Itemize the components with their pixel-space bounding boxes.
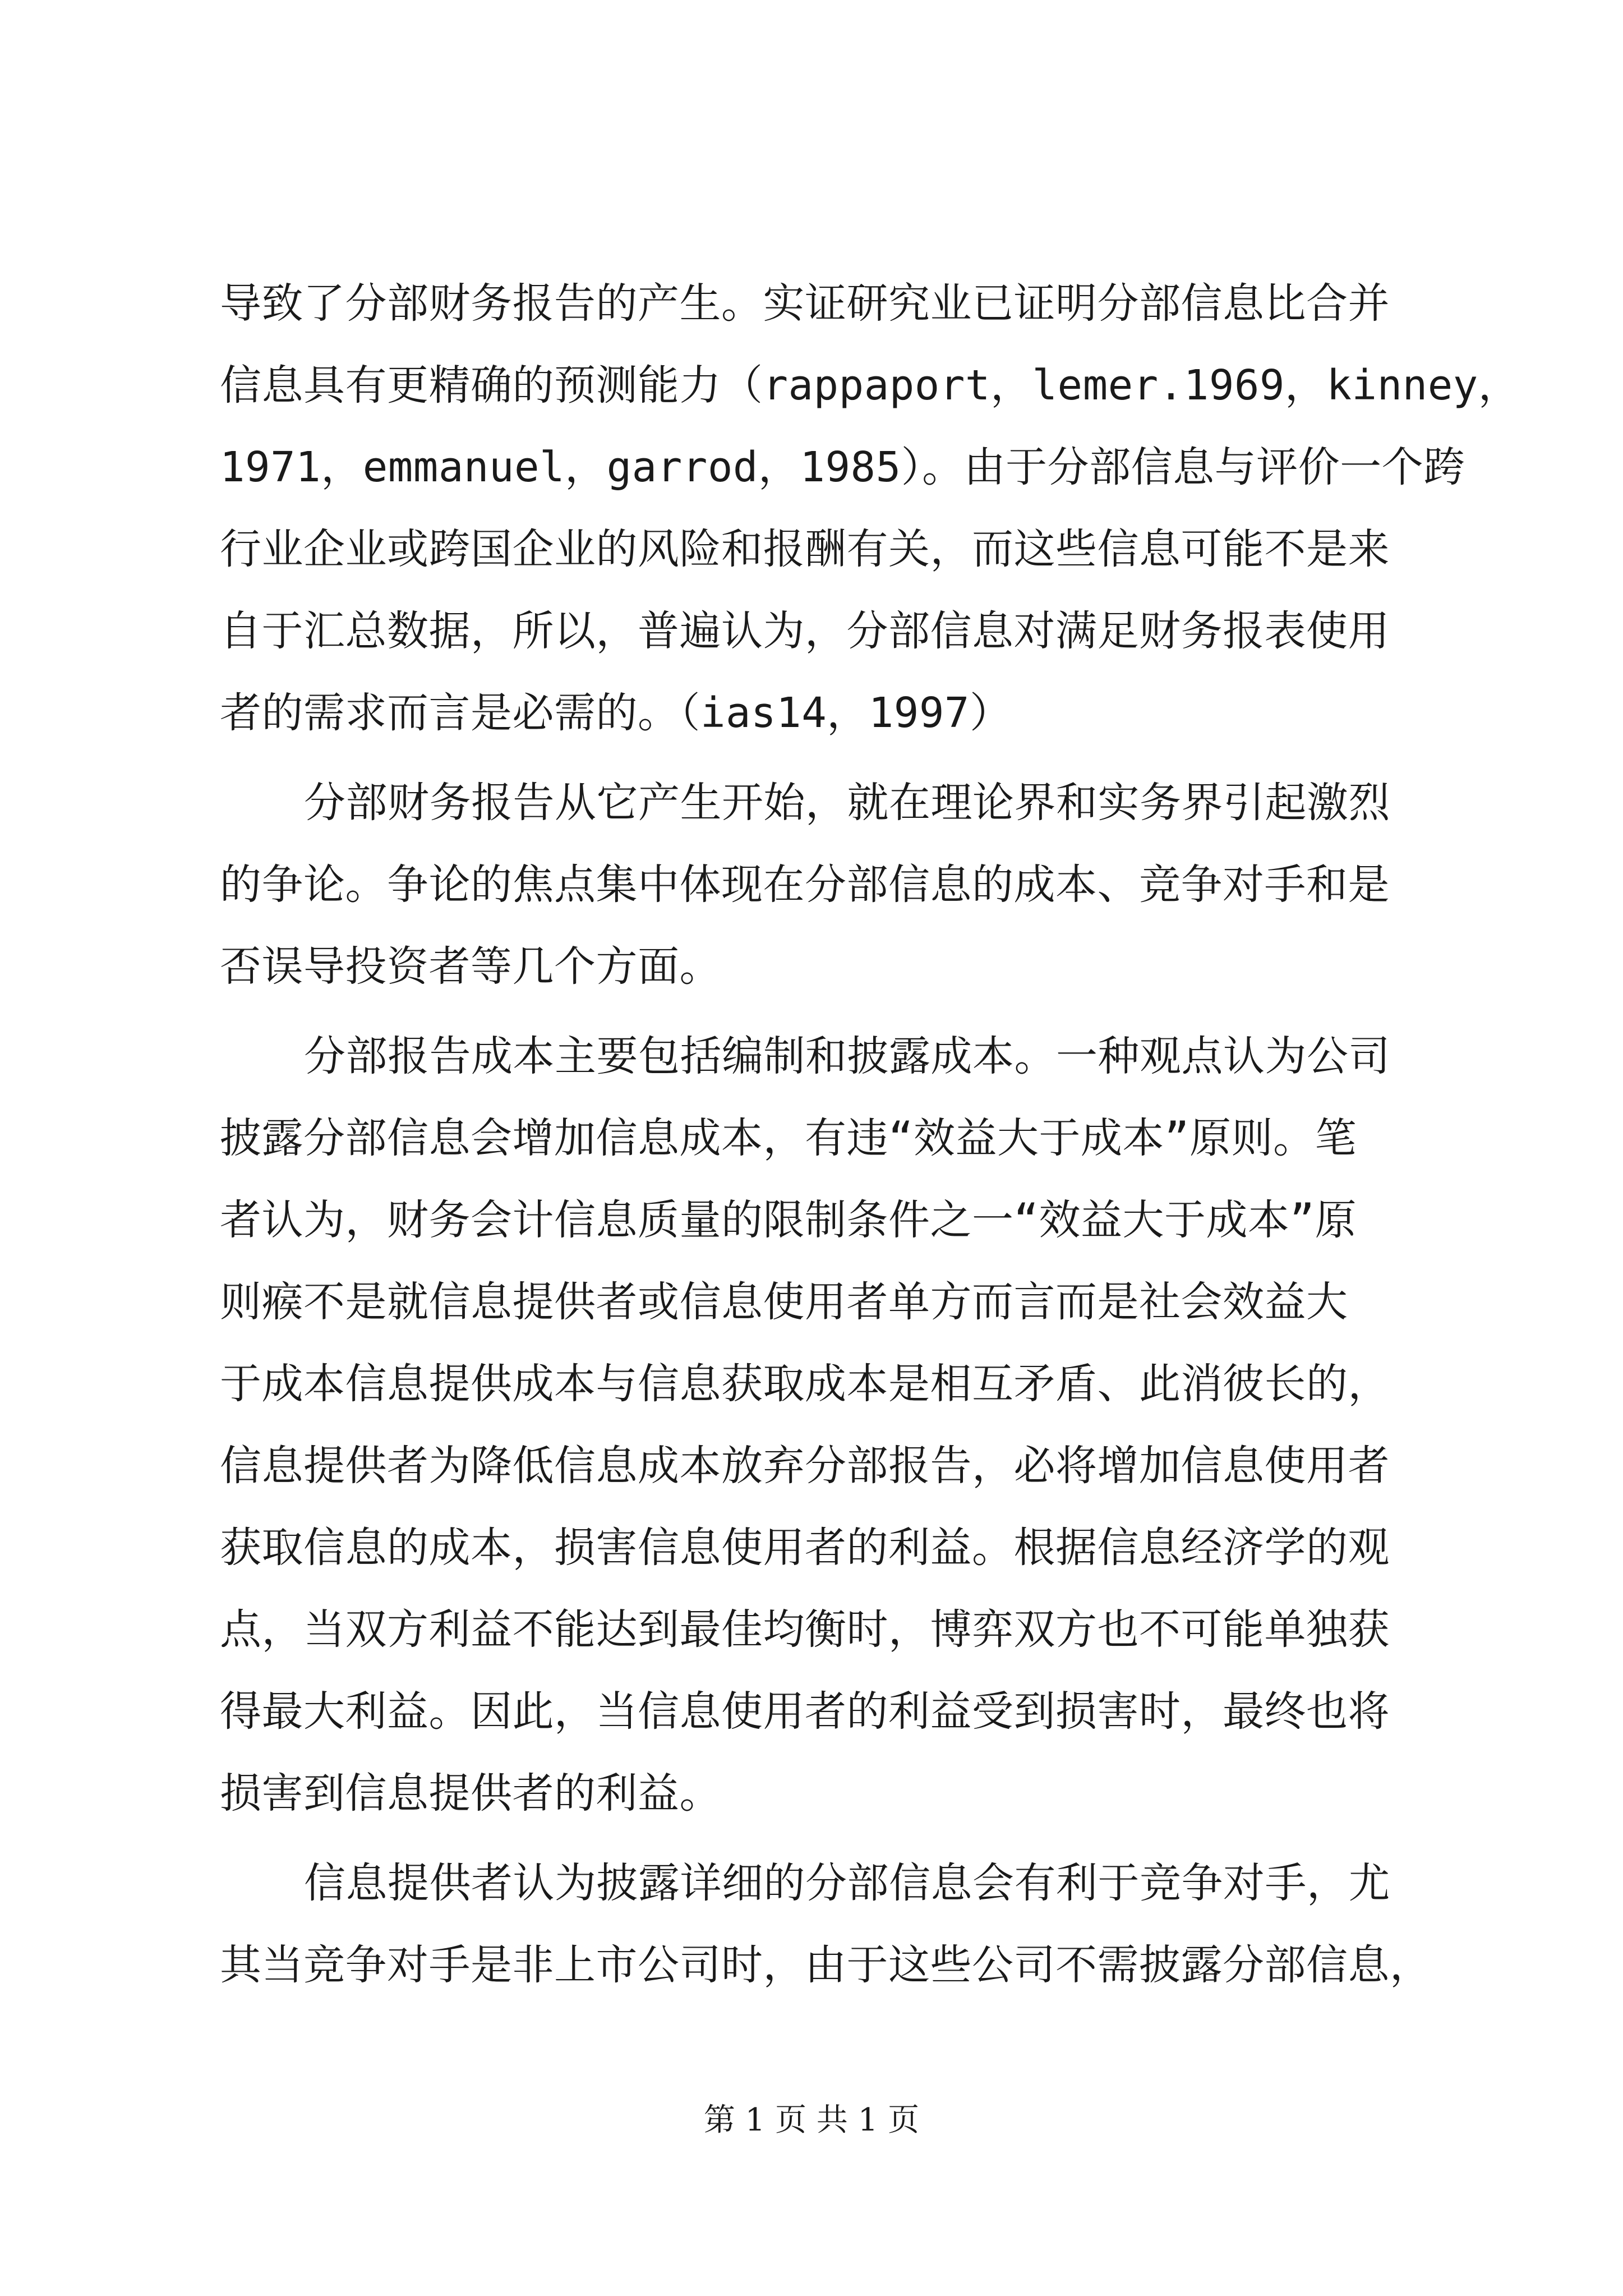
- text-line: 获取信息的成本，损害信息使用者的利益。根据信息经济学的观: [220, 1524, 1390, 1572]
- text-line: 行业企业或跨国企业的风险和报酬有关，而这些信息可能不是来: [220, 525, 1390, 573]
- text-line: 信息提供者为降低信息成本放弃分部报告，必将增加信息使用者: [220, 1442, 1390, 1490]
- document-body: [220, 263, 1520, 2006]
- page-footer: 第 1 页 共 1 页: [703, 2102, 920, 2138]
- text-line: 披露分部信息会增加信息成本，有违“效益大于成本”原则。笔: [220, 1114, 1357, 1162]
- text-line: 者认为，财务会计信息质量的限制条件之一“效益大于成本”原: [220, 1196, 1357, 1244]
- text-line: 1971，emmanuel，garrod，1985）。由于分部信息与评价一个跨: [220, 443, 1465, 491]
- text-line: 于成本信息提供成本与信息获取成本是相互矛盾、此消彼长的，: [220, 1360, 1390, 1408]
- text-line: 点，当双方利益不能达到最佳均衡时，博弈双方也不可能单独获: [220, 1605, 1390, 1654]
- text-line: 的争论。争论的焦点集中体现在分部信息的成本、竞争对手和是: [220, 861, 1390, 909]
- text-line: 自于汇总数据，所以，普遍认为，分部信息对满足财务报表使用: [220, 607, 1390, 655]
- text-line: 否误导投资者等几个方面。: [220, 942, 721, 991]
- paragraph-start-line: 分部报告成本主要包括编制和披露成本。一种观点认为公司: [304, 1032, 1390, 1080]
- text-line: 信息具有更精确的预测能力（rappaport，lemer.1969，kinney，: [220, 361, 1520, 409]
- text-line: 则瘊不是就信息提供者或信息使用者单方而言而是社会效益大: [220, 1278, 1348, 1326]
- paragraph-start-line: 信息提供者认为披露详细的分部信息会有利于竞争对手，尤: [304, 1859, 1390, 1907]
- text-line: 损害到信息提供者的利益。: [220, 1769, 721, 1818]
- text-line: 得最大利益。因此，当信息使用者的利益受到损害时，最终也将: [220, 1687, 1390, 1736]
- text-line: 者的需求而言是必需的。（ias14，1997）: [220, 689, 1012, 737]
- paragraph-start-line: 分部财务报告从它产生开始，就在理论界和实务界引起激烈: [304, 779, 1390, 827]
- text-line: 导致了分部财务报告的产生。实证研究业已证明分部信息比合并: [220, 279, 1390, 328]
- text-line: 其当竞争对手是非上市公司时，由于这些公司不需披露分部信息，: [220, 1941, 1432, 1989]
